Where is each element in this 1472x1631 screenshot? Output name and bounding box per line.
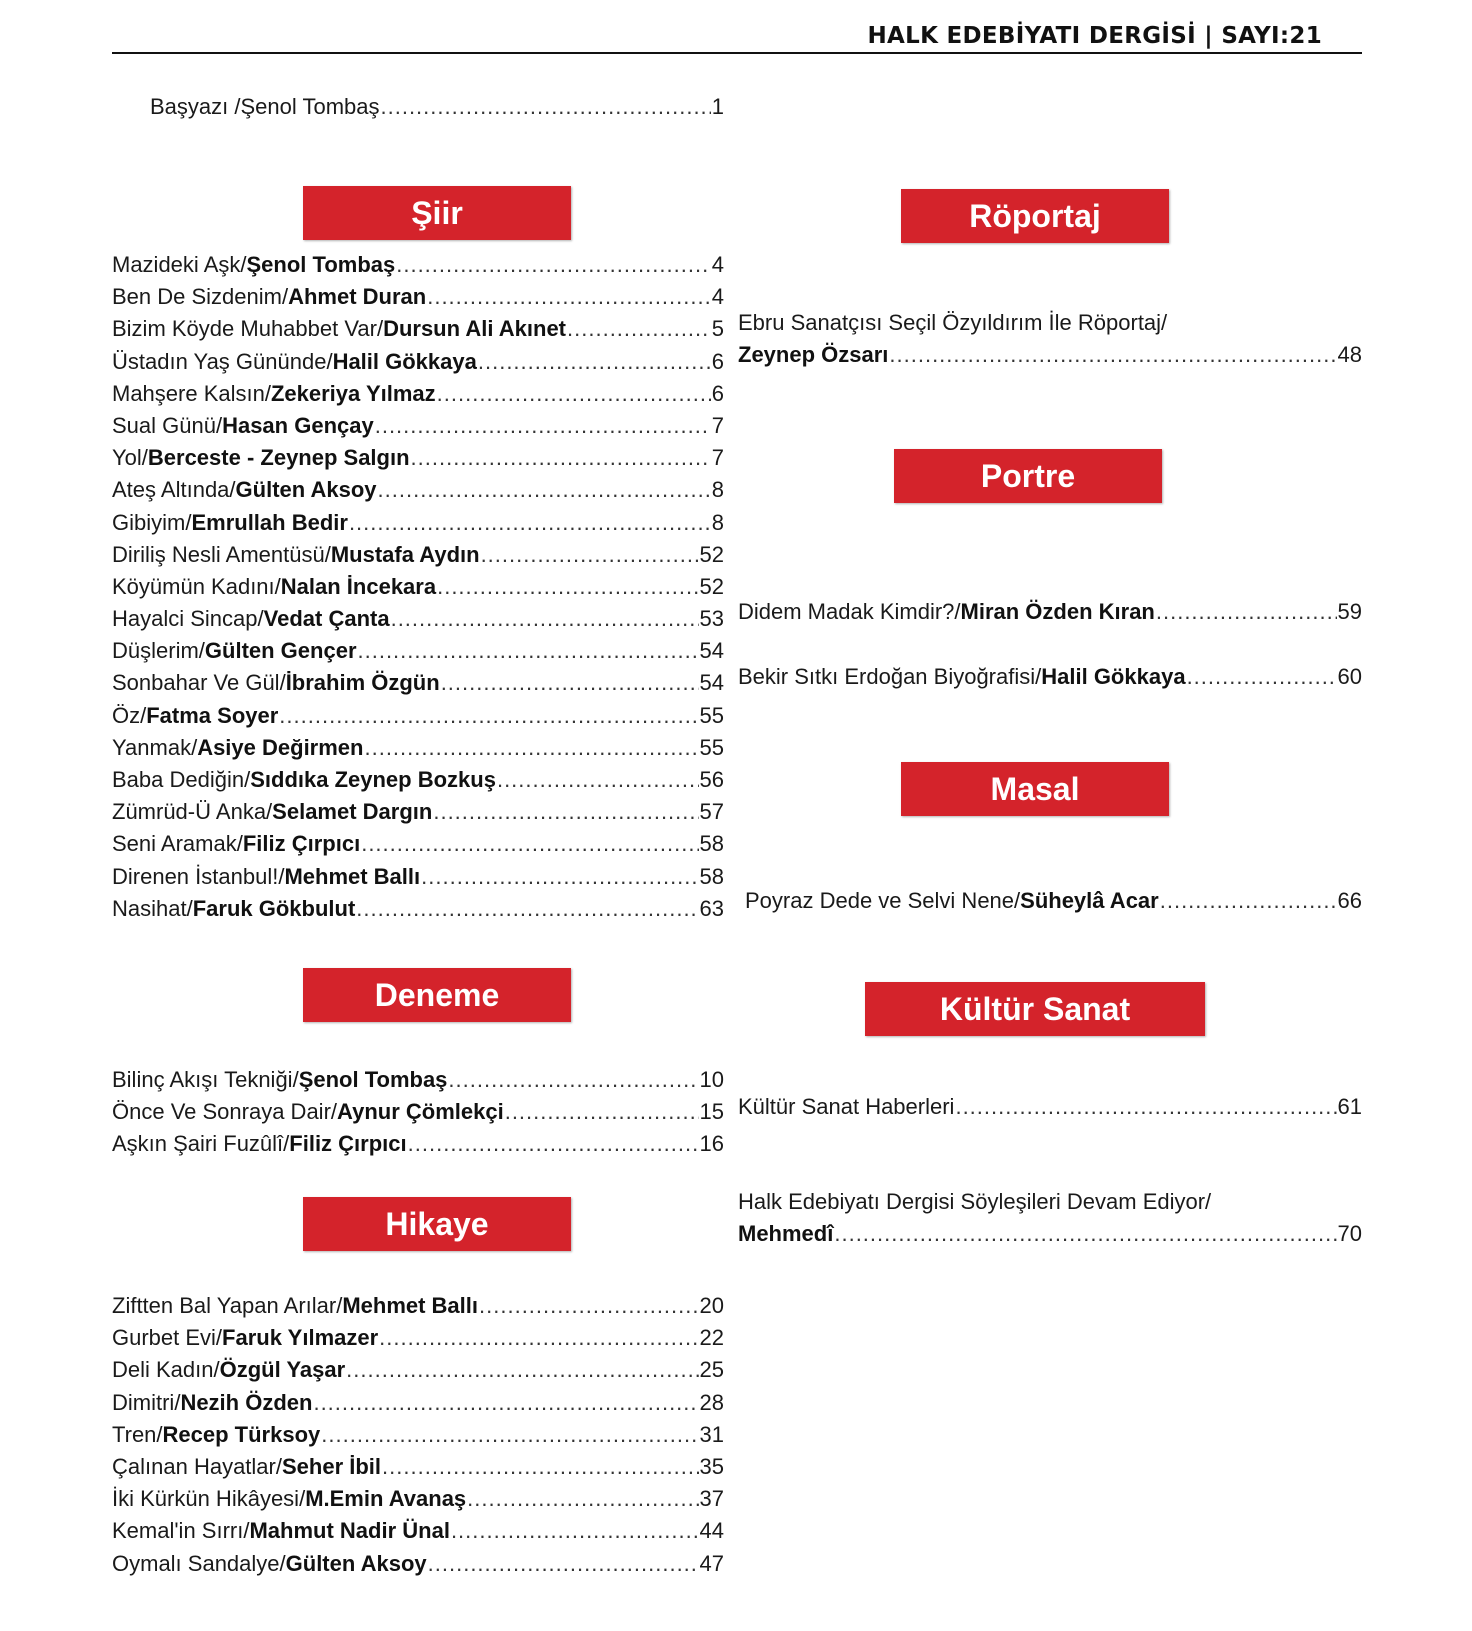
entry-page: 15	[699, 1099, 724, 1125]
entry-page: 54	[699, 670, 724, 696]
entries-masal	[745, 885, 1362, 917]
entry-page: 4	[711, 284, 724, 310]
leader-dots	[433, 796, 698, 828]
entry-title: Ziftten Bal Yapan Arılar/	[112, 1293, 343, 1318]
entry-author: Sıddıka Zeynep Bozkuş	[250, 767, 496, 792]
entry-page: 20	[699, 1293, 724, 1318]
toc-entry[interactable]	[112, 281, 724, 313]
toc-entry[interactable]	[112, 796, 724, 828]
entry-page: 35	[699, 1453, 724, 1479]
toc-entry-line2	[738, 339, 1362, 371]
toc-entry[interactable]	[745, 885, 1362, 917]
leader-dots	[479, 1290, 699, 1322]
leader-dots	[441, 667, 699, 699]
entry-author: Seher İbil	[281, 1453, 382, 1479]
toc-entry[interactable]	[112, 1322, 724, 1354]
leader-dots	[567, 313, 711, 345]
toc-entry[interactable]	[112, 1515, 724, 1547]
entry-title: Hayalci Sincap/	[112, 606, 264, 632]
entry-author: Faruk Yılmazer	[222, 1325, 379, 1351]
entries-siir	[112, 249, 724, 925]
entry-title: Nasihat/	[112, 895, 193, 921]
toc-entry[interactable]	[112, 635, 724, 667]
leader-dots	[427, 281, 711, 313]
toc-entry[interactable]	[112, 1419, 724, 1451]
entry-page: 59	[1337, 599, 1362, 624]
entry-author: Emrullah Bedir	[191, 509, 348, 535]
entry-title: Sonbahar Ve Gül/	[112, 670, 286, 696]
toc-entry[interactable]	[738, 1186, 1362, 1250]
toc-entry[interactable]	[738, 1091, 1362, 1123]
section-list-deneme	[112, 1064, 724, 1161]
entry-page: 1	[711, 94, 724, 119]
entry-author: Nalan İncekara	[280, 573, 437, 599]
entries-portre-2	[738, 661, 1362, 693]
entry-page: 54	[699, 638, 724, 664]
toc-entry[interactable]	[112, 861, 724, 893]
leader-dots	[505, 1096, 699, 1128]
entry-page: 70	[1337, 1221, 1362, 1246]
entry-author: Mehmet Ballı	[284, 863, 421, 889]
entry-title: Mazideki Aşk/	[112, 252, 247, 277]
leader-dots	[382, 1451, 698, 1483]
leader-dots	[1187, 661, 1337, 693]
section-list-masal	[745, 885, 1362, 917]
entry-title: Yol/	[112, 445, 148, 471]
entry-author: Berceste - Zeynep Salgın	[147, 445, 410, 471]
toc-entry[interactable]	[112, 1451, 724, 1483]
leader-dots	[313, 1387, 698, 1419]
section-badge-siir: Şiir	[303, 186, 571, 240]
entry-page: 61	[1337, 1094, 1362, 1119]
entry-author: Zekeriya Yılmaz	[270, 380, 436, 406]
toc-entry[interactable]	[112, 700, 724, 732]
entries-hikaye	[112, 1290, 724, 1580]
toc-entry[interactable]	[112, 1064, 724, 1096]
entry-page: 58	[699, 831, 724, 857]
entry-author: Halil Gökkaya	[332, 348, 477, 374]
entry-page: 10	[699, 1067, 724, 1092]
toc-entry[interactable]	[112, 442, 724, 474]
entry-page: 55	[699, 702, 724, 728]
entry-author: Zeynep Özsarı	[738, 342, 889, 367]
section-badge-portre: Portre	[894, 449, 1162, 503]
entry-page: 58	[699, 863, 724, 889]
toc-entry[interactable]	[112, 1128, 724, 1160]
entry-title: Poyraz Dede ve Selvi Nene/	[745, 888, 1021, 913]
leader-dots	[361, 828, 698, 860]
entry-page: 7	[711, 412, 724, 438]
entry-title: Ben De Sizdenim/	[112, 284, 289, 310]
entry-title: Sual Günü/	[112, 412, 223, 438]
entry-title: Aşkın Şairi Fuzûlî/	[112, 1131, 290, 1157]
entry-title: Ateş Altında/	[112, 477, 236, 503]
leader-dots	[349, 507, 711, 539]
leader-dots	[437, 571, 698, 603]
entry-title: Öz/	[112, 702, 147, 728]
toc-entry[interactable]	[112, 571, 724, 603]
entry-author: Şenol Tombaş	[298, 1067, 448, 1092]
toc-entry[interactable]	[112, 828, 724, 860]
entry-author: Gülten Gençer	[204, 638, 357, 664]
leader-dots	[428, 1548, 699, 1580]
entry-title: Oymalı Sandalye/	[112, 1550, 286, 1576]
toc-entry[interactable]	[112, 474, 724, 506]
leader-dots	[1160, 885, 1337, 917]
entry-page: 6	[711, 380, 724, 406]
entry-author: İbrahim Özgün	[285, 670, 440, 696]
leader-dots	[321, 1419, 698, 1451]
entry-page: 7	[711, 445, 724, 471]
toc-entry[interactable]	[112, 764, 724, 796]
entry-author: Miran Özden Kıran	[960, 599, 1155, 624]
entry-title: İki Kürkün Hikâyesi/	[112, 1486, 306, 1512]
entry-page: 44	[699, 1518, 724, 1544]
entry-title: Köyümün Kadını/	[112, 573, 281, 599]
leader-dots	[834, 1218, 1336, 1250]
entry-title: Baba Dediğin/	[112, 767, 251, 792]
section-badge-masal: Masal	[901, 762, 1169, 816]
entry-author: Faruk Gökbulut	[192, 895, 356, 921]
toc-entry[interactable]	[112, 1096, 724, 1128]
entry-page: 5	[711, 316, 724, 342]
entry-page: 8	[711, 509, 724, 535]
toc-entry[interactable]	[112, 1387, 724, 1419]
entry-author: Gülten Aksoy	[285, 1550, 427, 1576]
entry-page: 37	[699, 1486, 724, 1512]
entry-author: Asiye Değirmen	[197, 734, 364, 760]
leader-dots	[451, 1515, 699, 1547]
entry-title: Bizim Köyde Muhabbet Var/	[112, 316, 384, 342]
entry-author: Recep Türksoy	[162, 1421, 321, 1447]
entry-page: 60	[1337, 664, 1362, 689]
toc-entry[interactable]	[112, 732, 724, 764]
leader-dots	[481, 539, 699, 571]
entry-title: Yanmak/	[112, 734, 198, 760]
leader-dots	[378, 474, 711, 506]
entry-author: M.Emin Avanaş	[305, 1486, 467, 1512]
editorial-entry	[150, 91, 724, 123]
leader-dots	[356, 893, 698, 925]
toc-entry[interactable]	[112, 539, 724, 571]
leader-dots	[375, 410, 711, 442]
section-list-portre-2	[738, 661, 1362, 693]
entry-title: Üstadın Yaş Gününde/	[112, 348, 333, 374]
leader-dots	[396, 249, 711, 281]
leader-dots	[358, 635, 699, 667]
entry-author: Ahmet Duran	[288, 284, 427, 310]
toc-entry[interactable]	[112, 378, 724, 410]
leader-dots	[437, 378, 711, 410]
toc-entry[interactable]	[738, 307, 1362, 371]
section-list-hikaye	[112, 1290, 724, 1580]
entry-title: Direnen İstanbul!/	[112, 863, 285, 889]
entry-author: Mehmet Ballı	[342, 1293, 479, 1318]
entries-portre-1	[738, 596, 1362, 628]
entry-page: 8	[711, 477, 724, 503]
entries-kultur-1	[738, 1091, 1362, 1123]
section-list-roportaj	[738, 307, 1362, 371]
entry-author: Mehmedî	[738, 1221, 834, 1246]
entry-title: Önce Ve Sonraya Dair/	[112, 1099, 338, 1125]
entry-author: Fatma Soyer	[146, 702, 279, 728]
entry-title: Diriliş Nesli Amentüsü/	[112, 541, 331, 567]
toc-entry[interactable]	[112, 313, 724, 345]
entry-page: 63	[699, 895, 724, 921]
leader-dots	[391, 603, 699, 635]
entry-page: 55	[699, 734, 724, 760]
entry-author: Selamet Dargın	[272, 799, 433, 825]
entry-author: Dursun Ali Akınet	[383, 316, 567, 342]
leader-dots	[467, 1483, 698, 1515]
leader-dots	[346, 1354, 698, 1386]
leader-dots	[379, 1322, 698, 1354]
entry-page: 28	[699, 1389, 724, 1415]
section-badge-roportaj: Röportaj	[901, 189, 1169, 243]
toc-entry[interactable]	[112, 1483, 724, 1515]
entry-author: Özgül Yaşar	[219, 1357, 346, 1383]
entry-title: Zümrüd-Ü Anka/	[112, 799, 273, 825]
entry-title: Çalınan Hayatlar/	[112, 1453, 282, 1479]
leader-dots	[889, 339, 1336, 371]
entry-author: Halil Gökkaya	[1041, 664, 1186, 689]
leader-dots	[364, 732, 698, 764]
section-list-siir	[112, 249, 724, 925]
section-badge-hikaye: Hikaye	[303, 1197, 571, 1251]
toc-entry[interactable]	[738, 596, 1362, 628]
entry-author: Gülten Aksoy	[235, 477, 377, 503]
section-badge-kultur: Kültür Sanat	[865, 982, 1205, 1036]
entry-title: Bilinç Akışı Tekniği/	[112, 1067, 299, 1092]
leader-dots	[448, 1064, 698, 1096]
entry-title: Dimitri/	[112, 1389, 181, 1415]
section-list-portre-1	[738, 596, 1362, 628]
toc-entry[interactable]	[150, 91, 724, 123]
toc-entry[interactable]	[112, 507, 724, 539]
entry-author: Aynur Çömlekçi	[337, 1099, 504, 1125]
entry-author: Filiz Çırpıcı	[289, 1131, 407, 1157]
entry-page: 57	[699, 799, 724, 825]
entry-author: Filiz Çırpıcı	[242, 831, 361, 857]
entry-title: Bekir Sıtkı Erdoğan Biyoğrafisi/	[738, 664, 1042, 689]
leader-dots	[279, 700, 698, 732]
leader-dots	[421, 861, 698, 893]
entry-title: Ebru Sanatçısı Seçil Özyıldırım İle Röportaj/	[738, 310, 1168, 335]
entries-kultur-2	[738, 1186, 1362, 1250]
entry-page: 52	[699, 541, 724, 567]
entry-author: Şenol Tombaş	[246, 252, 396, 277]
entry-title: Düşlerim/	[112, 638, 205, 664]
entry-page: 47	[699, 1550, 724, 1576]
leader-dots	[497, 764, 699, 796]
entry-title: Tren/	[112, 1421, 163, 1447]
entry-page: 48	[1337, 342, 1362, 367]
section-badge-deneme: Deneme	[303, 968, 571, 1022]
toc-entry[interactable]	[112, 1548, 724, 1580]
entry-title: Didem Madak Kimdir?/	[738, 599, 961, 624]
toc-entry-line2	[738, 1218, 1362, 1250]
leader-dots	[408, 1128, 699, 1160]
toc-entry[interactable]	[112, 1354, 724, 1386]
entry-author: Vedat Çanta	[263, 606, 390, 632]
leader-dots	[411, 442, 711, 474]
entries-deneme	[112, 1064, 724, 1161]
section-list-kultur-2	[738, 1186, 1362, 1250]
entry-title: Kemal'in Sırrı/	[112, 1518, 250, 1544]
entries-roportaj	[738, 307, 1362, 371]
entry-author: Nezih Özden	[180, 1389, 313, 1415]
leader-dots	[381, 91, 711, 123]
entry-author: Mahmut Nadir Ünal	[249, 1518, 450, 1544]
entry-page: 31	[699, 1421, 724, 1447]
leader-dots	[955, 1091, 1336, 1123]
entry-author: Hasan Gençay	[222, 412, 374, 438]
toc-entry[interactable]	[112, 249, 724, 281]
toc-entry[interactable]	[112, 893, 724, 925]
leader-dots	[1156, 596, 1337, 628]
leader-dots	[478, 346, 711, 378]
entry-title: Gurbet Evi/	[112, 1325, 223, 1351]
entry-page: 6	[711, 348, 724, 374]
entry-page: 25	[699, 1357, 724, 1383]
entry-page: 53	[699, 606, 724, 632]
entry-title: Halk Edebiyatı Dergisi Söyleşileri Devam Ediyor/	[738, 1189, 1212, 1214]
entry-title: Gibiyim/	[112, 509, 192, 535]
entry-title: Başyazı /Şenol Tombaş	[150, 94, 380, 119]
entry-page: 66	[1337, 888, 1362, 913]
toc-entry[interactable]	[112, 346, 724, 378]
magazine-title: HALK EDEBİYATI DERGİSİ | SAYI:21	[867, 23, 1322, 49]
toc-entry[interactable]	[112, 1290, 724, 1322]
section-list-kultur-1	[738, 1091, 1362, 1123]
entry-author: Mustafa Aydın	[330, 541, 480, 567]
entry-page: 22	[699, 1325, 724, 1351]
toc-entry[interactable]	[112, 667, 724, 699]
running-header	[112, 22, 1362, 54]
entry-title: Mahşere Kalsın/	[112, 380, 271, 406]
entry-page: 52	[699, 573, 724, 599]
entry-title: Deli Kadın/	[112, 1357, 220, 1383]
toc-entry[interactable]	[112, 603, 724, 635]
entry-title: Kültür Sanat Haberleri	[738, 1094, 955, 1119]
toc-entry[interactable]	[112, 410, 724, 442]
entry-title: Seni Aramak/	[112, 831, 243, 857]
entry-page: 4	[711, 252, 724, 277]
entry-page: 16	[699, 1131, 724, 1157]
entry-author: Süheylâ Acar	[1020, 888, 1159, 913]
toc-entry[interactable]	[738, 661, 1362, 693]
entry-page: 56	[699, 767, 724, 792]
